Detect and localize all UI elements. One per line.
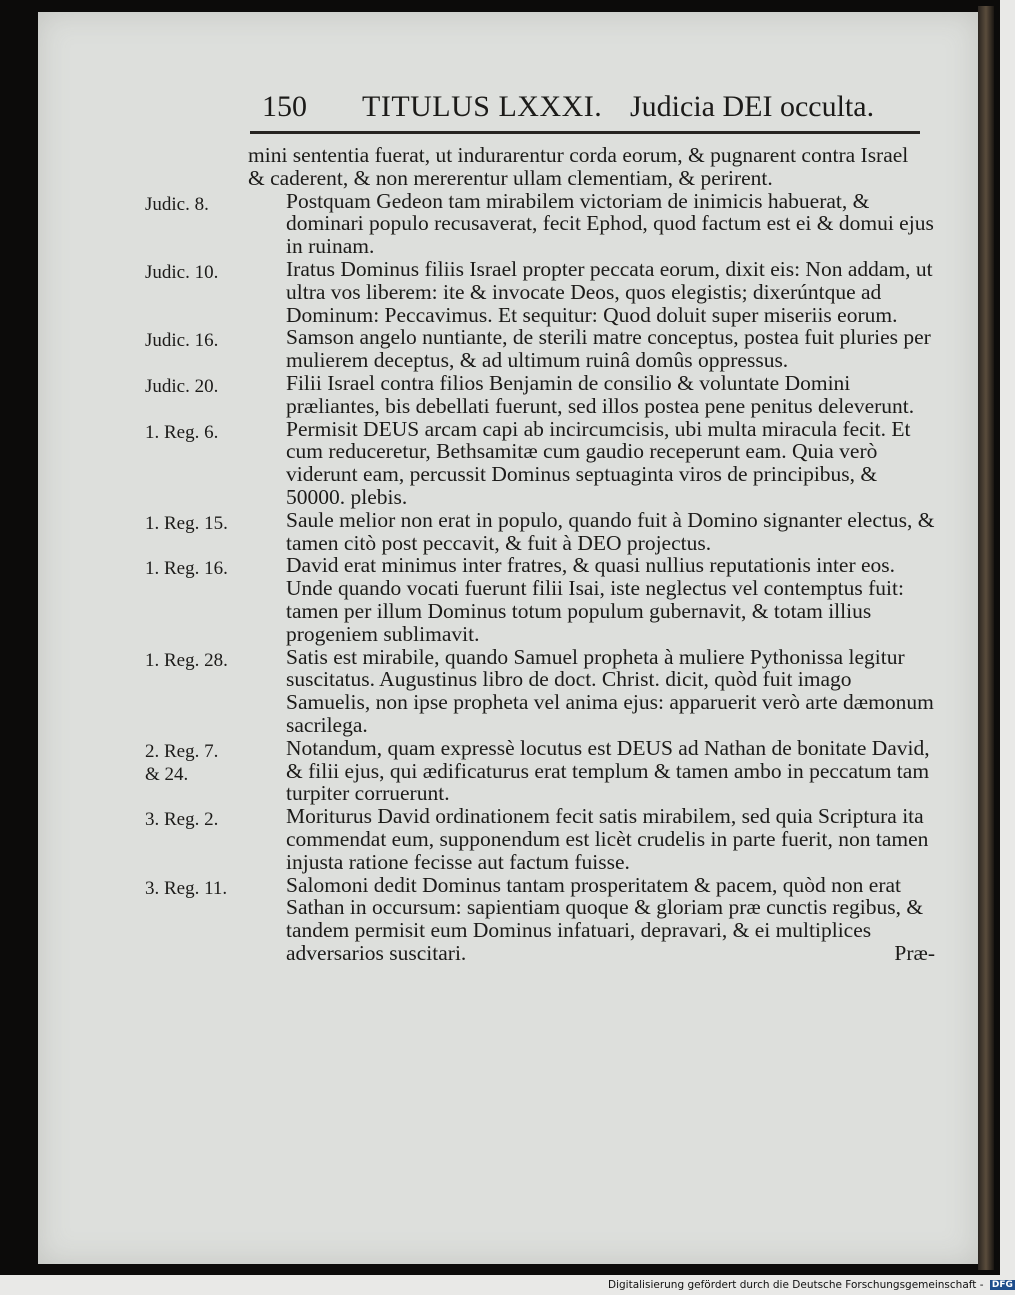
- entry: [145, 509, 935, 555]
- entry-text: Filii Israel contra filios Benjamin de consilio & voluntate Domini præliantes, bis debellati fuerunt, sed illos postea pene penitus deleverunt.: [286, 370, 915, 418]
- entry: [145, 554, 935, 645]
- entry: [145, 190, 935, 258]
- entry-text: Postquam Gedeon tam mirabilem victoriam de inimicis habuerat, & dominari populo recusaverat, fecit Ephod, quod factum est ei & domui ejus in ruinam.: [286, 188, 934, 259]
- entry-text-body: Salomoni dedit Dominus tantam prosperitatem & pacem, quòd non erat Sathan in occursum: sapientiam quoque & gloriam præ cunctis regibus, & tandem permisit eum Dominus infatuari, depravari, & ei multiplices adversarios suscitari.: [286, 872, 924, 965]
- entry: [145, 646, 935, 737]
- entry: [145, 326, 935, 372]
- entry-text: Permisit DEUS arcam capi ab incircumcisis, ubi multa miracula fecit. Et cum reduceretur, Bethsamitæ cum gaudio receperunt eam. Quia verò viderunt eam, percussit Dominus septuaginta viros de principibus, & 50000. plebis.: [286, 416, 911, 509]
- entry: [145, 258, 935, 326]
- entry: [145, 874, 935, 965]
- margin-reference: Judic. 16.: [145, 330, 219, 352]
- margin-reference: 1. Reg. 28.: [145, 649, 228, 671]
- margin-reference: 1. Reg. 16.: [145, 558, 228, 580]
- entry: [145, 144, 935, 190]
- catchword: Præ-: [894, 940, 935, 965]
- dfg-logo: DFG: [991, 1280, 1013, 1290]
- entry-text: Notandum, quam expressè locutus est DEUS ad Nathan de bonitate David, & filii ejus, qui ædificaturus erat templum & tamen ambo in peccatum tam turpiter corruerunt.: [286, 735, 930, 806]
- page-number: 150: [262, 90, 307, 123]
- margin-reference: 3. Reg. 11.: [145, 877, 228, 899]
- entry: [145, 805, 935, 873]
- margin-reference: Judic. 20.: [145, 375, 219, 397]
- margin-reference: 1. Reg. 15.: [145, 512, 228, 534]
- entry-text: Saule melior non erat in populo, quando fuit à Domino signanter electus, & tamen citò post peccavit, & fuit à DEO projectus.: [286, 507, 935, 555]
- credit-text: Digitalisierung gefördert durch die Deutsche Forschungsgemeinschaft -: [608, 1279, 984, 1291]
- margin-reference: 3. Reg. 2.: [145, 809, 219, 831]
- margin-reference: Judic. 10.: [145, 261, 219, 283]
- entry: [145, 418, 935, 509]
- running-header: [262, 84, 922, 128]
- margin-reference: 1. Reg. 6.: [145, 421, 219, 443]
- page-body: [145, 144, 935, 965]
- entry: [145, 737, 935, 805]
- entry: [145, 372, 935, 418]
- header-title: TITULUS LXXXI.: [362, 90, 603, 123]
- margin-reference: Judic. 8.: [145, 193, 209, 215]
- header-rule: [250, 131, 920, 134]
- margin-reference: 2. Reg. 7. & 24.: [145, 740, 219, 785]
- entry-text: Samson angelo nuntiante, de sterili matre conceptus, postea fuit pluries per mulierem deceptus, & ad ultimum ruinâ domûs oppressus.: [286, 325, 931, 373]
- entry-text: David erat minimus inter fratres, & quasi nullius reputationis inter eos. Unde quando vocati fuerunt filii Isai, iste neglectus vel contemptus fuit: tamen per illum Dominus totum populum gubernavit, & totam illius progeniem sublimavit.: [286, 553, 904, 646]
- margin-reference: [145, 144, 248, 190]
- page-edge: [978, 6, 994, 1270]
- entry-text: [248, 874, 935, 965]
- entry-text: Satis est mirabile, quando Samuel propheta à muliere Pythonissa legitur suscitatus. Augustinus libro de doct. Christ. dicit, quòd fuit imago Samuelis, non ipse propheta vel anima ejus: apparuerit verò arte dæmonum sacrilega.: [286, 644, 934, 737]
- header-subtitle: Judicia DEI occulta.: [630, 90, 875, 123]
- entry-text: Moriturus David ordinationem fecit satis mirabilem, sed quia Scriptura ita commendat eum, supponendum est licèt crudelis in parte fuerit, non tamen injusta ratione fecisse aut factum fuisse.: [286, 804, 929, 874]
- entry-text: Iratus Dominus filiis Israel propter peccata eorum, dixit eis: Non addam, ut ultra vos liberem: ite & invocate Deos, quos elegistis; dixerúntque ad Dominum: Peccavimus. Et sequitur: Quod doluit super miseriis eorum.: [286, 256, 933, 327]
- entry-text: mini sententia fuerat, ut indurarentur corda eorum, & pugnarent contra Israel & caderent, & non mererentur ullam clementiam, & perirent.: [248, 143, 909, 190]
- digitization-credit: [608, 1279, 1013, 1293]
